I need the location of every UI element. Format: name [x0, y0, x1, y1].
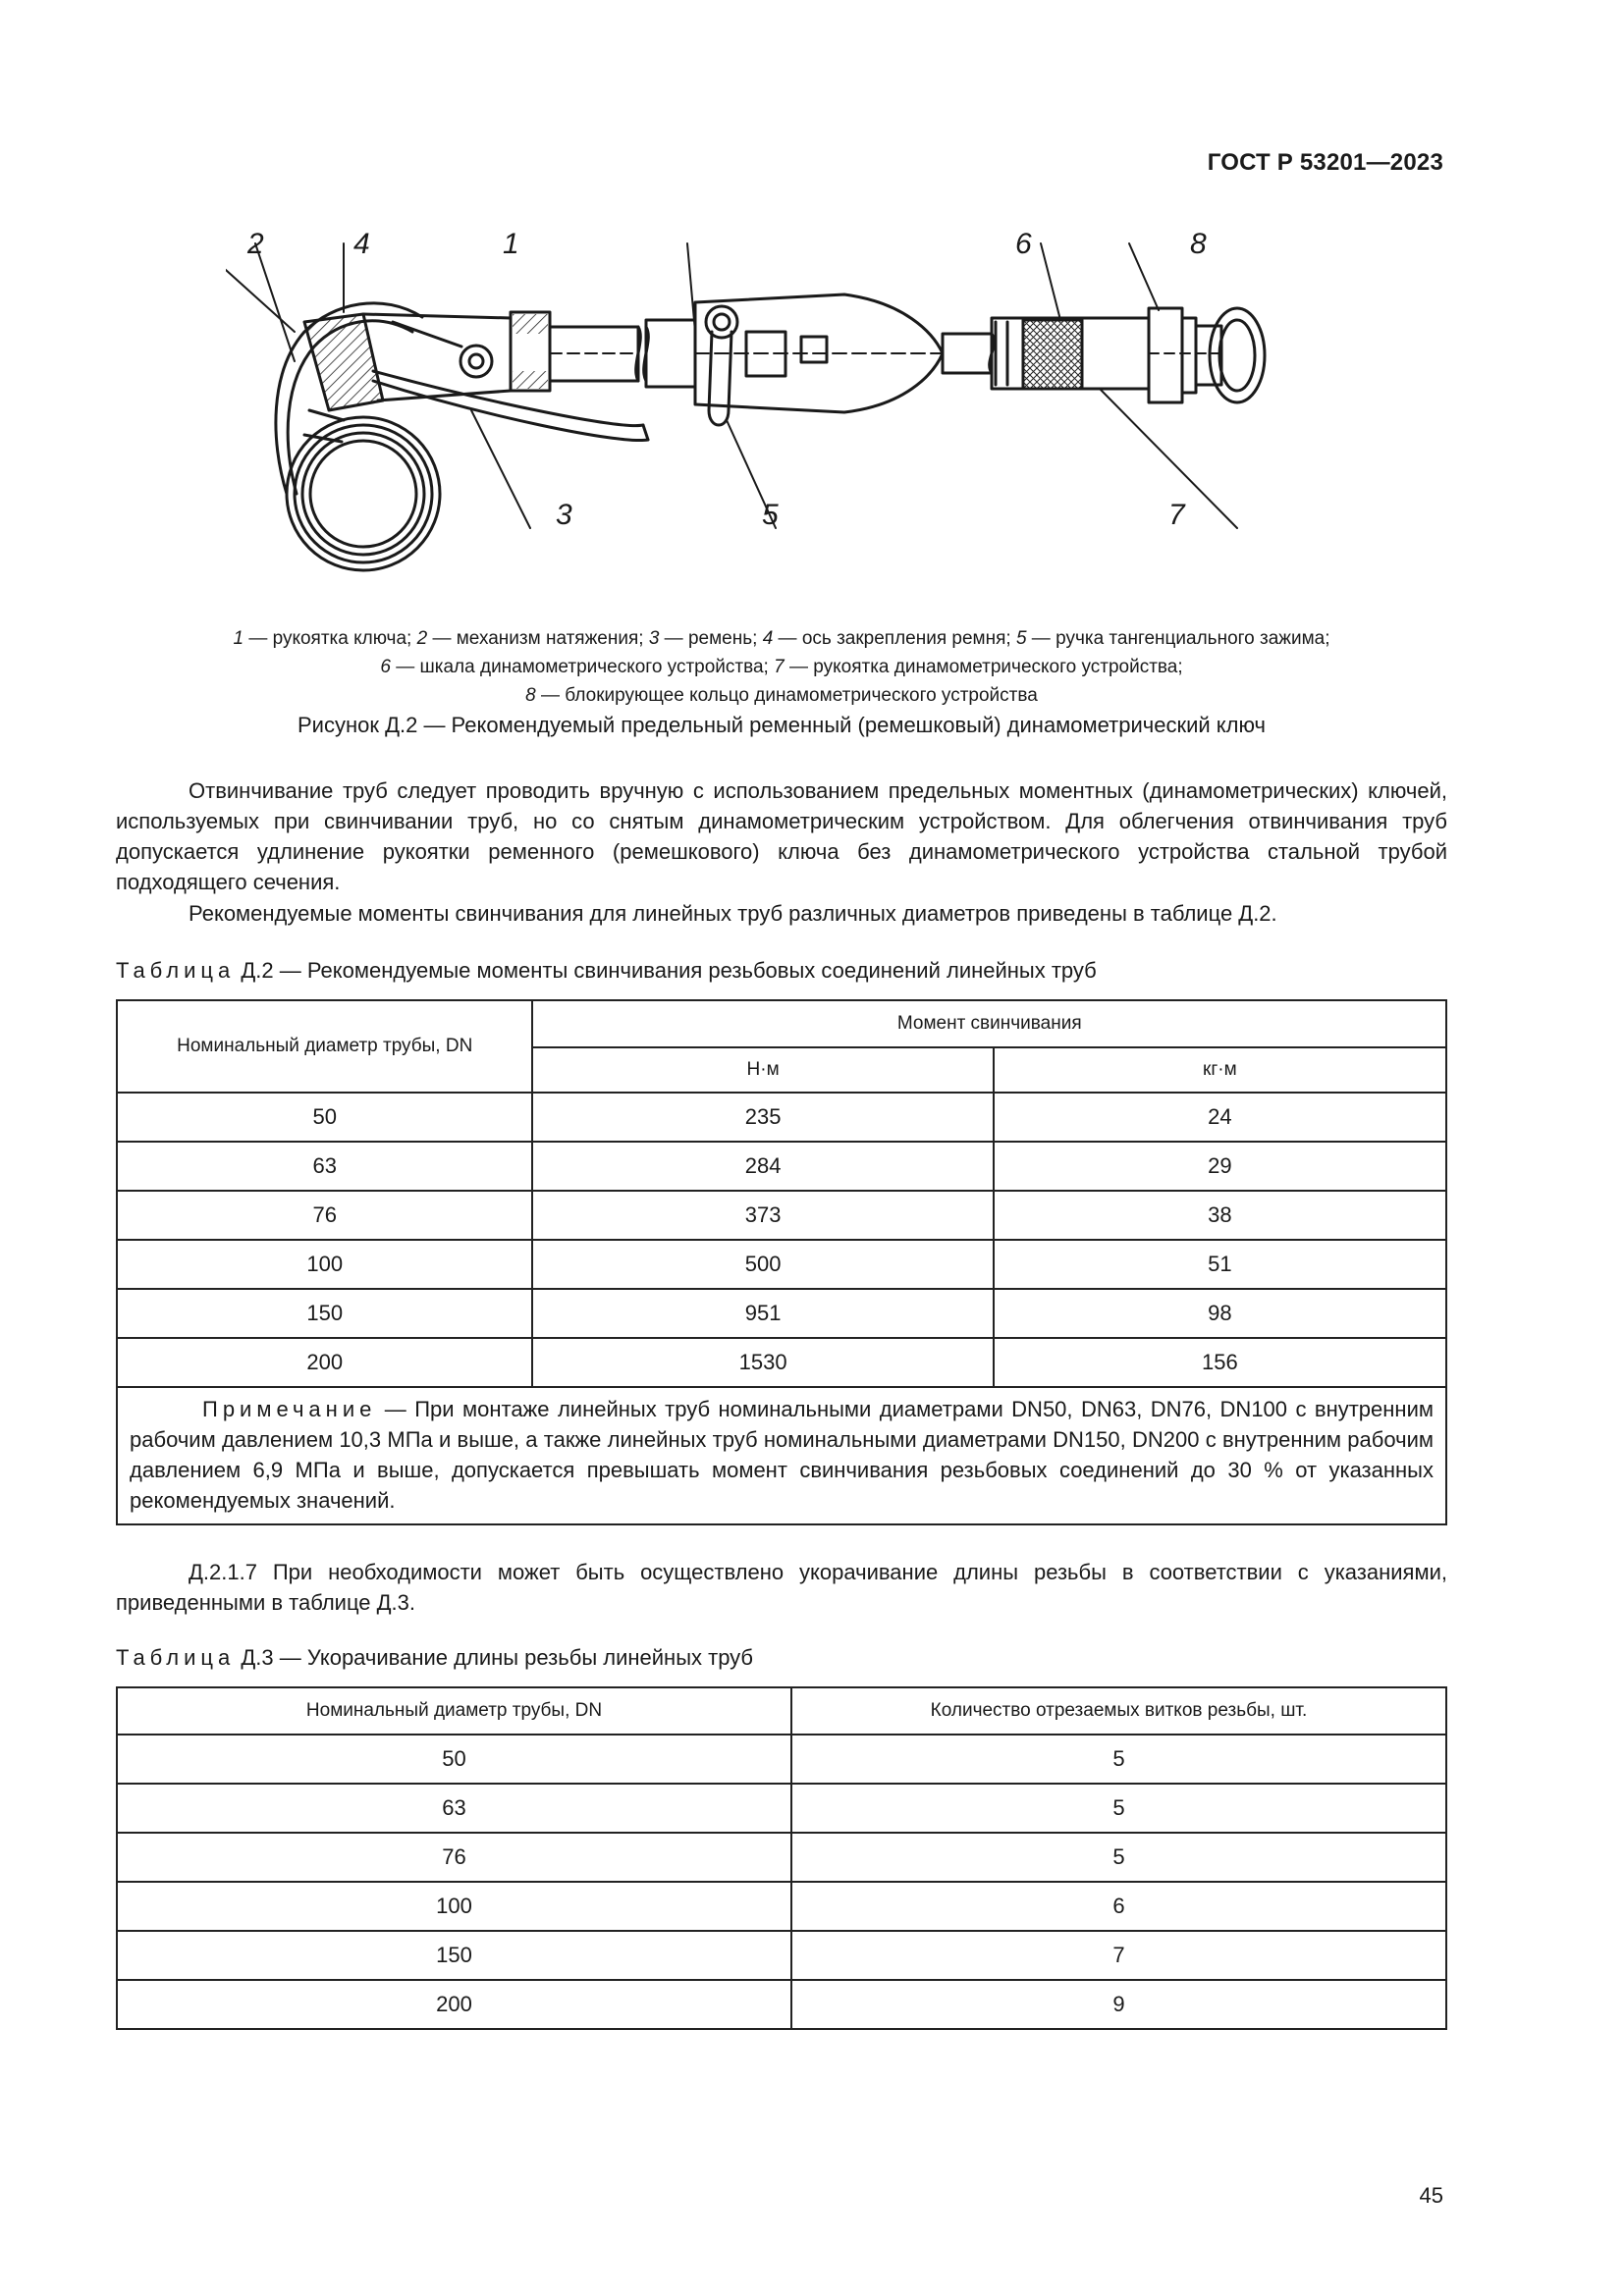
figure-caption: Рисунок Д.2 — Рекомендуемый предельный ременный (ремешковый) динамометрический ключ — [298, 713, 1266, 737]
torque-wrench-drawing — [226, 224, 1335, 597]
legend-line: 8 — блокирующее кольцо динамометрического устройства — [525, 685, 1038, 706]
callout-1: 1 — [503, 228, 519, 260]
callout-3: 3 — [556, 499, 572, 531]
callout-4: 4 — [353, 228, 370, 260]
wrench-figure — [226, 224, 1335, 597]
table-row: 63 284 29 — [117, 1142, 1446, 1191]
col-make-up-torque: Момент свинчивания — [532, 1000, 1446, 1047]
table-d2 — [116, 999, 1447, 1525]
callout-7: 7 — [1168, 499, 1185, 531]
table-row: 200 9 — [117, 1980, 1446, 2029]
table-row: 150 7 — [117, 1931, 1446, 1980]
paragraph-unscrewing: Отвинчивание труб следует проводить вручную с использованием предельных моментных (динамометрических) ключей, используемых при свинчивании труб, но со снятым динамометрическим устройством. Для облегчения отвинчивания труб допускается удлинение рукоятки ременного (ремешкового) ключа без динамометрического устройства стальной трубой подходящего сечения. — [116, 778, 1447, 894]
table-row: 63 5 — [117, 1784, 1446, 1833]
paragraph-thread-shortening: Д.2.1.7 При необходимости может быть осуществлено укорачивание длины резьбы в соответствии с указаниями, приведенными в таблице Д.3. — [116, 1560, 1447, 1615]
table-row: 76 5 — [117, 1833, 1446, 1882]
table-note-row — [117, 1387, 1446, 1524]
table-row: 76 373 38 — [117, 1191, 1446, 1240]
table-row: 50 5 — [117, 1735, 1446, 1784]
legend-line: 6 — шкала динамометрического устройства; 7 — рукоятка динамометрического устройства; — [380, 657, 1183, 677]
table-row: 50 235 24 — [117, 1093, 1446, 1142]
document-header: ГОСТ Р 53201—2023 — [1207, 149, 1443, 176]
page-number: 45 — [1419, 2183, 1443, 2208]
table-d2-title: Таблица Д.2 — Рекомендуемые моменты свинчивания резьбовых соединений линейных труб — [116, 958, 1097, 983]
col-nominal-diameter: Номинальный диаметр трубы, DN — [117, 1000, 532, 1093]
paragraph-torque-reference: Рекомендуемые моменты свинчивания для линейных труб различных диаметров приведены в таблице Д.2. — [189, 901, 1277, 926]
table-row: 100 6 — [117, 1882, 1446, 1931]
legend-line: 1 — рукоятка ключа; 2 — механизм натяжения; 3 — ремень; 4 — ось закрепления ремня; 5 — ручка тангенциального зажима; — [233, 628, 1330, 649]
callout-2: 2 — [247, 228, 264, 260]
table-row: 150 951 98 — [117, 1289, 1446, 1338]
table-note: Примечание — При монтаже линейных труб номинальными диаметрами DN50, DN63, DN76, DN100 с внутренним рабочим давлением 10,3 МПа и выше, а также линейных труб номинальными диаметрами DN150, DN200 с внутренним рабочим давлением 6,9 МПа и выше, допускается превышать момент свинчивания резьбовых соединений до 30 % от указанных рекомендуемых значений. — [117, 1387, 1446, 1524]
col-kgf-meter: кг·м — [994, 1047, 1446, 1093]
col-nominal-diameter: Номинальный диаметр трубы, DN — [117, 1687, 791, 1735]
callout-5: 5 — [762, 499, 779, 531]
figure-legend — [116, 624, 1447, 710]
col-newton-meter: Н·м — [532, 1047, 993, 1093]
table-row: 100 500 51 — [117, 1240, 1446, 1289]
col-cut-threads-count: Количество отрезаемых витков резьбы, шт. — [791, 1687, 1446, 1735]
table-row: 200 1530 156 — [117, 1338, 1446, 1387]
table-d3-title: Таблица Д.3 — Укорачивание длины резьбы линейных труб — [116, 1645, 754, 1670]
table-d3 — [116, 1686, 1447, 2030]
callout-6: 6 — [1015, 228, 1032, 260]
callout-8: 8 — [1190, 228, 1207, 260]
